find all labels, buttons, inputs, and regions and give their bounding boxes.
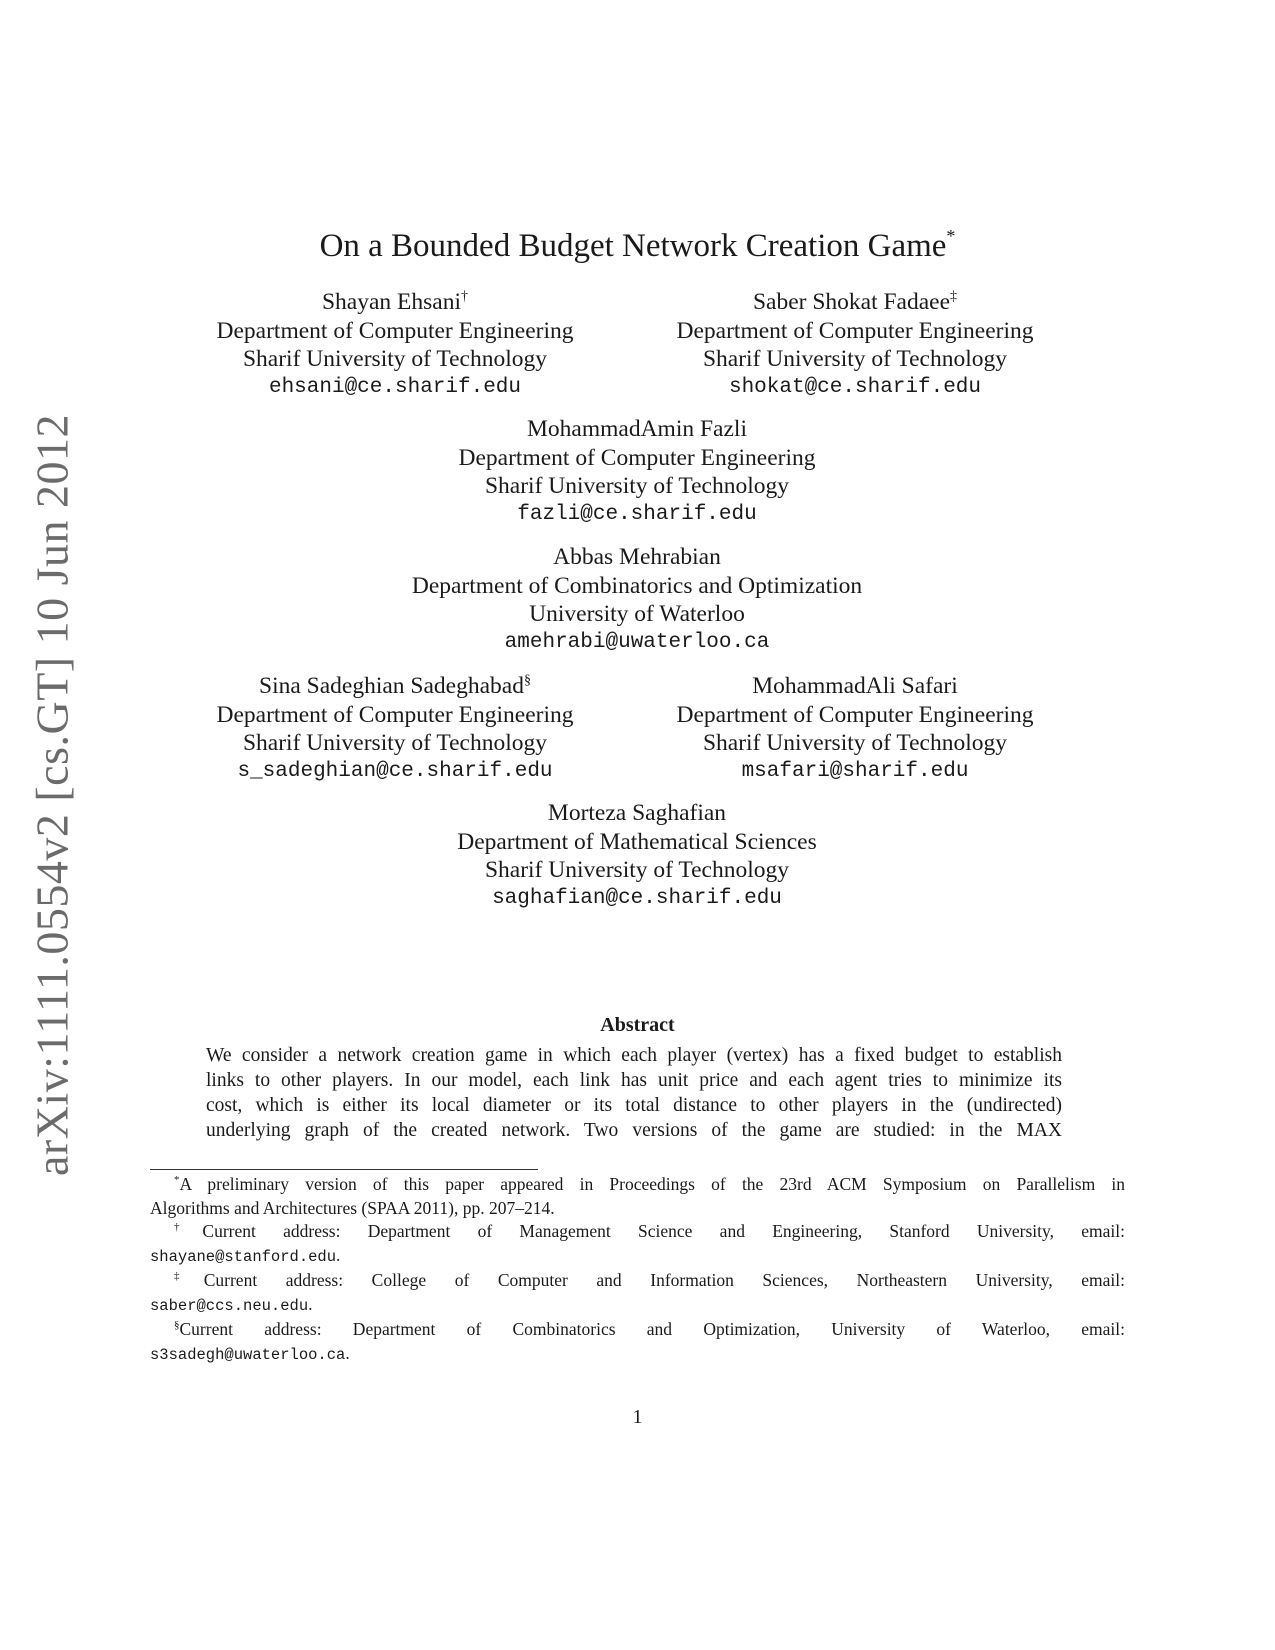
footnote-line: Algorithms and Architectures (SPAA 2011), pp. 207–214. [150,1197,555,1218]
author-institution: University of Waterloo [529,601,745,627]
footnote-email: shayane@stanford.edu [150,1247,337,1266]
author-name: Saber Shokat Fadaee‡ [752,289,958,315]
arxiv-identifier-stamp: arXiv:1111.0554v2 [cs.GT] 10 Jun 2012 [26,413,78,1177]
author-department: Department of Computer Engineering [676,701,1034,728]
footnote [150,1318,1125,1367]
author-name: MohammadAmin Fazli [527,416,747,442]
footnote-email: s3sadegh@uwaterloo.ca [150,1345,346,1364]
author-email: msafari@sharif.edu [741,759,969,783]
footnote-line: shayane@stanford.edu. [150,1244,341,1266]
author-department: Department of Computer Engineering [216,701,574,728]
footnote-line: *A preliminary version of this paper appeared in Proceedings of the 23rd ACM Symposium on Parallelism in [174,1174,1125,1194]
author-block [195,288,595,402]
footnote-mark: ‡ [174,1270,204,1282]
author-department: Department of Computer Engineering [216,317,574,344]
title-text: On a Bounded Budget Network Creation Game [319,228,947,264]
author-block [337,543,937,657]
author-department: Department of Combinatorics and Optimization [411,572,863,599]
author-email: shokat@ce.sharif.edu [728,375,982,399]
abstract-text [206,1043,1062,1143]
footnote [150,1220,1125,1269]
title-footnote-mark: * [946,226,956,246]
author-name: Sina Sadeghian Sadeghabad§ [259,673,531,699]
abstract-line: We consider a network creation game in which each player (vertex) has a fixed budget to establish [206,1045,1062,1066]
author-institution: Sharif University of Technology [484,857,790,883]
author-block [337,415,937,529]
author-block [655,672,1055,786]
author-department: Department of Computer Engineering [676,317,1034,344]
abstract-line: underlying graph of the created network. Two versions of the game are studied: in the MAX [206,1120,1062,1141]
footnote-line: §Current address: Department of Combinatorics and Optimization, University of Waterloo, email: [174,1319,1125,1339]
abstract-line: cost, which is either its local diameter or its total distance to other players in the (undirected) [206,1095,1062,1116]
author-institution: Sharif University of Technology [484,473,790,499]
page-number: 1 [632,1406,643,1428]
author-email: s_sadeghian@ce.sharif.edu [237,759,553,783]
author-block [655,288,1055,402]
author-name: Shayan Ehsani† [321,289,468,315]
footnote-mark: § [174,1319,180,1331]
author-institution: Sharif University of Technology [702,346,1008,372]
author-department: Department of Computer Engineering [458,444,816,471]
author-block [337,799,937,913]
footnote-line: ‡Current address: College of Computer and Information Sciences, Northeastern University, email: [174,1270,1126,1290]
footnote-email: saber@ccs.neu.edu [150,1296,309,1315]
author-email: ehsani@ce.sharif.edu [268,375,522,399]
footnote-line: saber@ccs.neu.edu. [150,1293,313,1315]
paper-title [0,226,1275,266]
author-name: MohammadAli Safari [752,673,958,699]
footnotes [150,1173,1125,1367]
footnote [150,1173,1125,1220]
author-name: Abbas Mehrabian [553,544,721,570]
footnote [150,1269,1125,1318]
footnote-separator [150,1169,538,1170]
author-email: amehrabi@uwaterloo.ca [504,630,770,654]
author-email: saghafian@ce.sharif.edu [492,886,782,910]
author-email: fazli@ce.sharif.edu [517,502,757,526]
author-institution: Sharif University of Technology [702,730,1008,756]
author-institution: Sharif University of Technology [242,346,548,372]
author-department: Department of Mathematical Sciences [457,828,817,855]
footnote-line: s3sadegh@uwaterloo.ca. [150,1342,350,1364]
author-name: Morteza Saghafian [547,800,727,826]
abstract-heading: Abstract [600,1014,675,1036]
abstract-line: links to other players. In our model, each link has unit price and each agent tries to minimize its [206,1070,1062,1091]
author-institution: Sharif University of Technology [242,730,548,756]
footnote-mark: * [174,1174,180,1186]
footnote-line: †Current address: Department of Management Science and Engineering, Stanford University, email: [174,1221,1125,1241]
footnote-mark: † [174,1221,203,1233]
author-block [195,672,595,786]
